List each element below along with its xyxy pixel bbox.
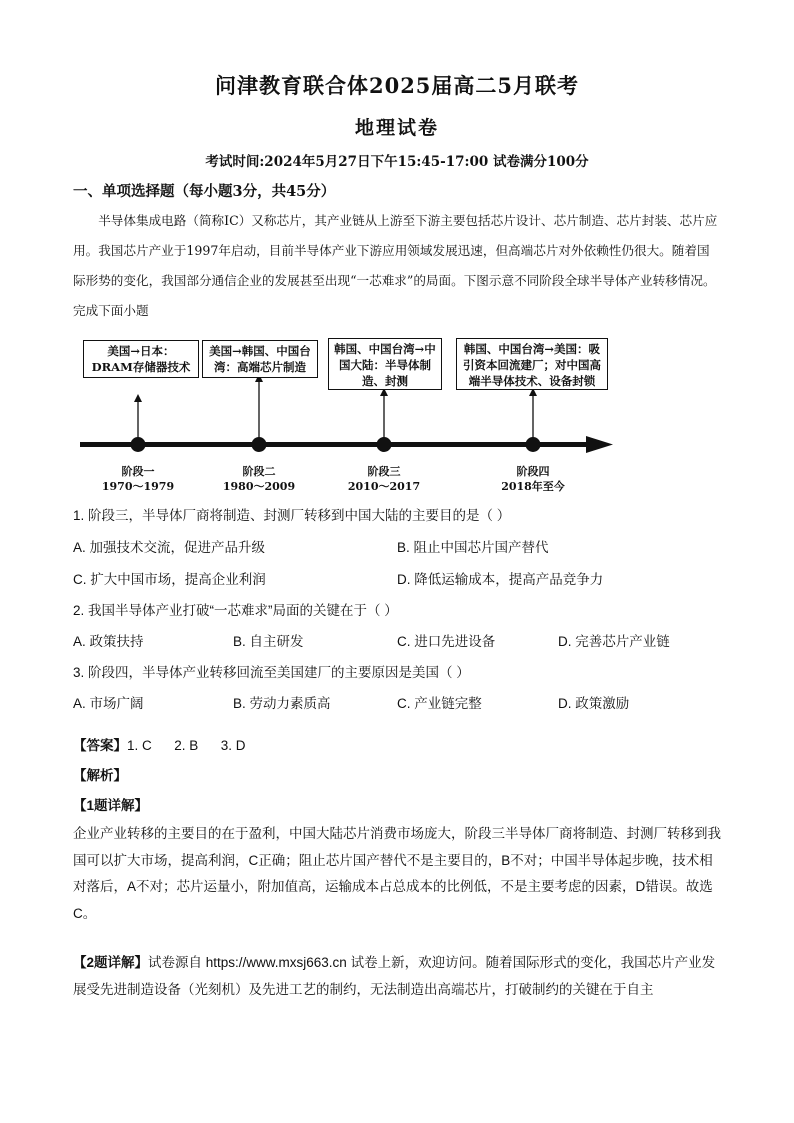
timeline-axis — [80, 442, 588, 447]
stage-period-1: 1970～1979 — [101, 480, 175, 493]
transfer-box-2: 美国→韩国、中国台湾：高端芯片制造 — [202, 340, 318, 378]
timeline-arrowhead — [586, 436, 613, 453]
stage-period-4: 2018年至今 — [501, 480, 565, 493]
stage-dot-4 — [526, 437, 541, 452]
q2-detail — [73, 950, 721, 1003]
stage-dot-1 — [131, 437, 146, 452]
analysis-label: 【解析】 — [73, 768, 127, 783]
passage — [73, 206, 718, 326]
q1-detail — [73, 821, 721, 927]
subject-title: 地理试卷 — [354, 117, 439, 139]
q1-detail-text: 企业产业转移的主要目的在于盈利，中国大陆芯片消费市场庞大，阶段三半导体厂商将制造、封测厂转移到我国可以扩大市场，提高利润，C正确；阻止芯片国产替代不是主要目的，B不对；中国半导体起步晚，技术相对落后，A不对；芯片运量小，附加值高，运输成本占总成本的比例低，不是主要考虑的因素，D错误。故选C。 — [73, 826, 721, 921]
stage-label-1 — [98, 464, 178, 494]
passage-text: 半导体集成电路（简称IC）又称芯片，其产业链从上游至下游主要包括芯片设计、芯片制造、芯片封装、芯片应用。我国芯片产业于1997年启动，目前半导体产业下游应用领域发展迅速，但高端芯片对外依赖性仍很大。随着国际形势的变化，我国部分通信企业的发展甚至出现“一芯难求”的局面。下图示意不同阶段全球半导体产业转移情况。完成下面小题 — [73, 213, 718, 318]
answer-label: 【答案】 — [73, 738, 127, 753]
stage-name-1: 阶段一 — [121, 465, 155, 478]
exam-title: 问津教育联合体2025届高二5月联考 — [214, 73, 580, 98]
question-3-option-c: C. 产业链完整 — [397, 696, 482, 711]
question-2-option-c: C. 进口先进设备 — [397, 634, 496, 649]
question-3-option-d: D. 政策激励 — [558, 696, 630, 711]
answer-values: 1. C 2. B 3. D — [127, 738, 246, 753]
transfer-box-1: 美国→日本：DRAM存储器技术 — [83, 340, 199, 378]
connector-1-arrow — [134, 394, 142, 402]
stage-dot-2 — [252, 437, 267, 452]
transfer-box-3: 韩国、中国台湾→中国大陆：半导体制造、封测 — [328, 338, 442, 390]
exam-info: 考试时间:2024年5月27日下午15:45-17:00 试卷满分100分 — [205, 154, 589, 170]
question-2-option-d: D. 完善芯片产业链 — [558, 634, 670, 649]
question-1-option-d: D. 降低运输成本，提高产品竞争力 — [397, 572, 604, 587]
question-3-stem: 3. 阶段四，半导体产业转移回流至美国建厂的主要原因是美国（ ） — [73, 665, 470, 680]
question-1-option-a: A. 加强技术交流，促进产品升级 — [73, 540, 266, 555]
transfer-diagram — [78, 336, 618, 496]
stage-name-2: 阶段二 — [242, 465, 276, 478]
q2-detail-text: 试卷源自 https://www.mxsj663.cn 试卷上新，欢迎访问。随着国际形式的变化，我国芯片产业发展受先进制造设备（光刻机）及先进工艺的制约，无法制造出高端芯片，打破制约的关键在于自主 — [73, 955, 716, 997]
question-1-option-c: C. 扩大中国市场，提高企业利润 — [73, 572, 266, 587]
question-2-option-a: A. 政策扶持 — [73, 634, 144, 649]
q1-detail-label: 【1题详解】 — [73, 798, 149, 813]
question-3-option-b: B. 劳动力素质高 — [233, 696, 331, 711]
question-2-option-b: B. 自主研发 — [233, 634, 304, 649]
question-3-option-a: A. 市场广阔 — [73, 696, 144, 711]
answer-line — [73, 734, 246, 754]
question-1-stem: 1. 阶段三，半导体厂商将制造、封测厂转移到中国大陆的主要目的是（ ） — [73, 508, 511, 523]
stage-label-4 — [488, 464, 578, 494]
stage-dot-3 — [377, 437, 392, 452]
question-2-stem: 2. 我国半导体产业打破“一芯难求”局面的关键在于（ ） — [73, 603, 398, 618]
stage-name-3: 阶段三 — [367, 465, 401, 478]
stage-label-3 — [344, 464, 424, 494]
stage-name-4: 阶段四 — [516, 465, 550, 478]
stage-period-3: 2010～2017 — [347, 480, 421, 493]
transfer-box-4: 韩国、中国台湾→美国：吸引资本回流建厂；对中国高端半导体技术、设备封锁 — [456, 338, 608, 390]
question-1-option-b: B. 阻止中国芯片国产替代 — [397, 540, 549, 555]
stage-label-2 — [219, 464, 299, 494]
section-heading: 一、单项选择题（每小题3分，共45分） — [73, 183, 336, 200]
q2-detail-label: 【2题详解】 — [73, 955, 149, 970]
stage-period-2: 1980～2009 — [222, 480, 296, 493]
